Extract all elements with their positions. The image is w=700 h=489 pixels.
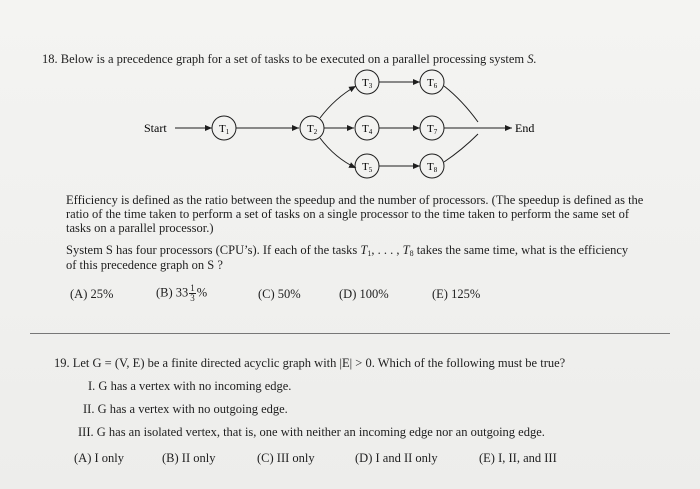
edge-t6-end [444,86,478,122]
edge-t2-t3 [320,86,356,118]
edge-t2-t5 [320,138,356,168]
q18-question-line2: of this precedence graph on S ? [66,258,223,272]
q19-option-b[interactable]: (B) II only [162,451,216,465]
graph-start-label: Start [144,121,167,135]
q18-option-b-fraction: $\frac{1}{3}$ [190,283,195,303]
q18-task-last-sub: 8 [409,249,414,258]
svg-text:T3: T3 [362,77,373,90]
q18-option-c[interactable]: (C) 50% [258,287,301,301]
svg-text:T5: T5 [362,161,373,174]
q18-option-a[interactable]: (A) 25% [70,287,114,301]
q19-option-e[interactable]: (E) I, II, and III [479,451,557,465]
q19-statement-2: II. G has a vertex with no outgoing edge. [83,402,288,416]
node-t7 [420,116,444,140]
q18-task-last: T [402,243,410,257]
node-t5 [355,154,379,178]
q19-option-d[interactable]: (D) I and II only [355,451,438,465]
q18-definition: Efficiency is defined as the ratio between the speedup and the number of processors. (The speedup is defined as the ratio of the time taken to perform a set of tasks on a single processor to the time taken to perform the same set of tasks on a parallel processor.) [66,193,644,235]
q18-stem-text: 18. Below is a precedence graph for a set of tasks to be executed on a parallel processing system [42,52,525,66]
node-t3 [355,70,379,94]
svg-text:T4: T4 [362,123,373,136]
q18-task-ellipsis: , . . . , [371,243,400,257]
q18-option-e[interactable]: (E) 125% [432,287,481,301]
node-t2 [300,116,324,140]
graph-end-label: End [515,121,535,135]
svg-text:T7: T7 [427,123,438,136]
node-t4 [355,116,379,140]
q18-system-symbol: S. [527,52,537,66]
svg-text:T2: T2 [307,123,318,136]
edge-t8-end [444,134,478,162]
svg-text:T8: T8 [427,161,438,174]
q19-stem: 19. Let G = (V, E) be a finite directed acyclic graph with |E| > 0. Which of the following must be true? [54,356,566,370]
q19-statement-1: I. G has a vertex with no incoming edge. [88,379,292,393]
q19-option-c[interactable]: (C) III only [257,451,315,465]
q18-option-b-prefix: (B) 33 [156,285,189,300]
q19-option-a[interactable]: (A) I only [74,451,124,465]
q18-option-b[interactable] [156,284,207,303]
q18-task-first-sub: 1 [367,249,372,258]
question-divider [30,333,670,334]
q18-question-part2: takes the same time, what is the efficiency [416,243,629,257]
q18-task-first: T [360,243,368,257]
svg-text:T6: T6 [427,77,438,90]
q18-question-part1: System S has four processors (CPU’s). If each of the tasks [66,243,358,257]
node-t8 [420,154,444,178]
q19-statement-3: III. G has an isolated vertex, that is, one with neither an incoming edge nor an outgoing edge. [78,425,545,439]
svg-text:T1: T1 [219,123,230,136]
q18-option-d[interactable]: (D) 100% [339,287,389,301]
node-t1 [212,116,236,140]
node-t6 [420,70,444,94]
q18-option-b-suffix: % [196,285,208,300]
